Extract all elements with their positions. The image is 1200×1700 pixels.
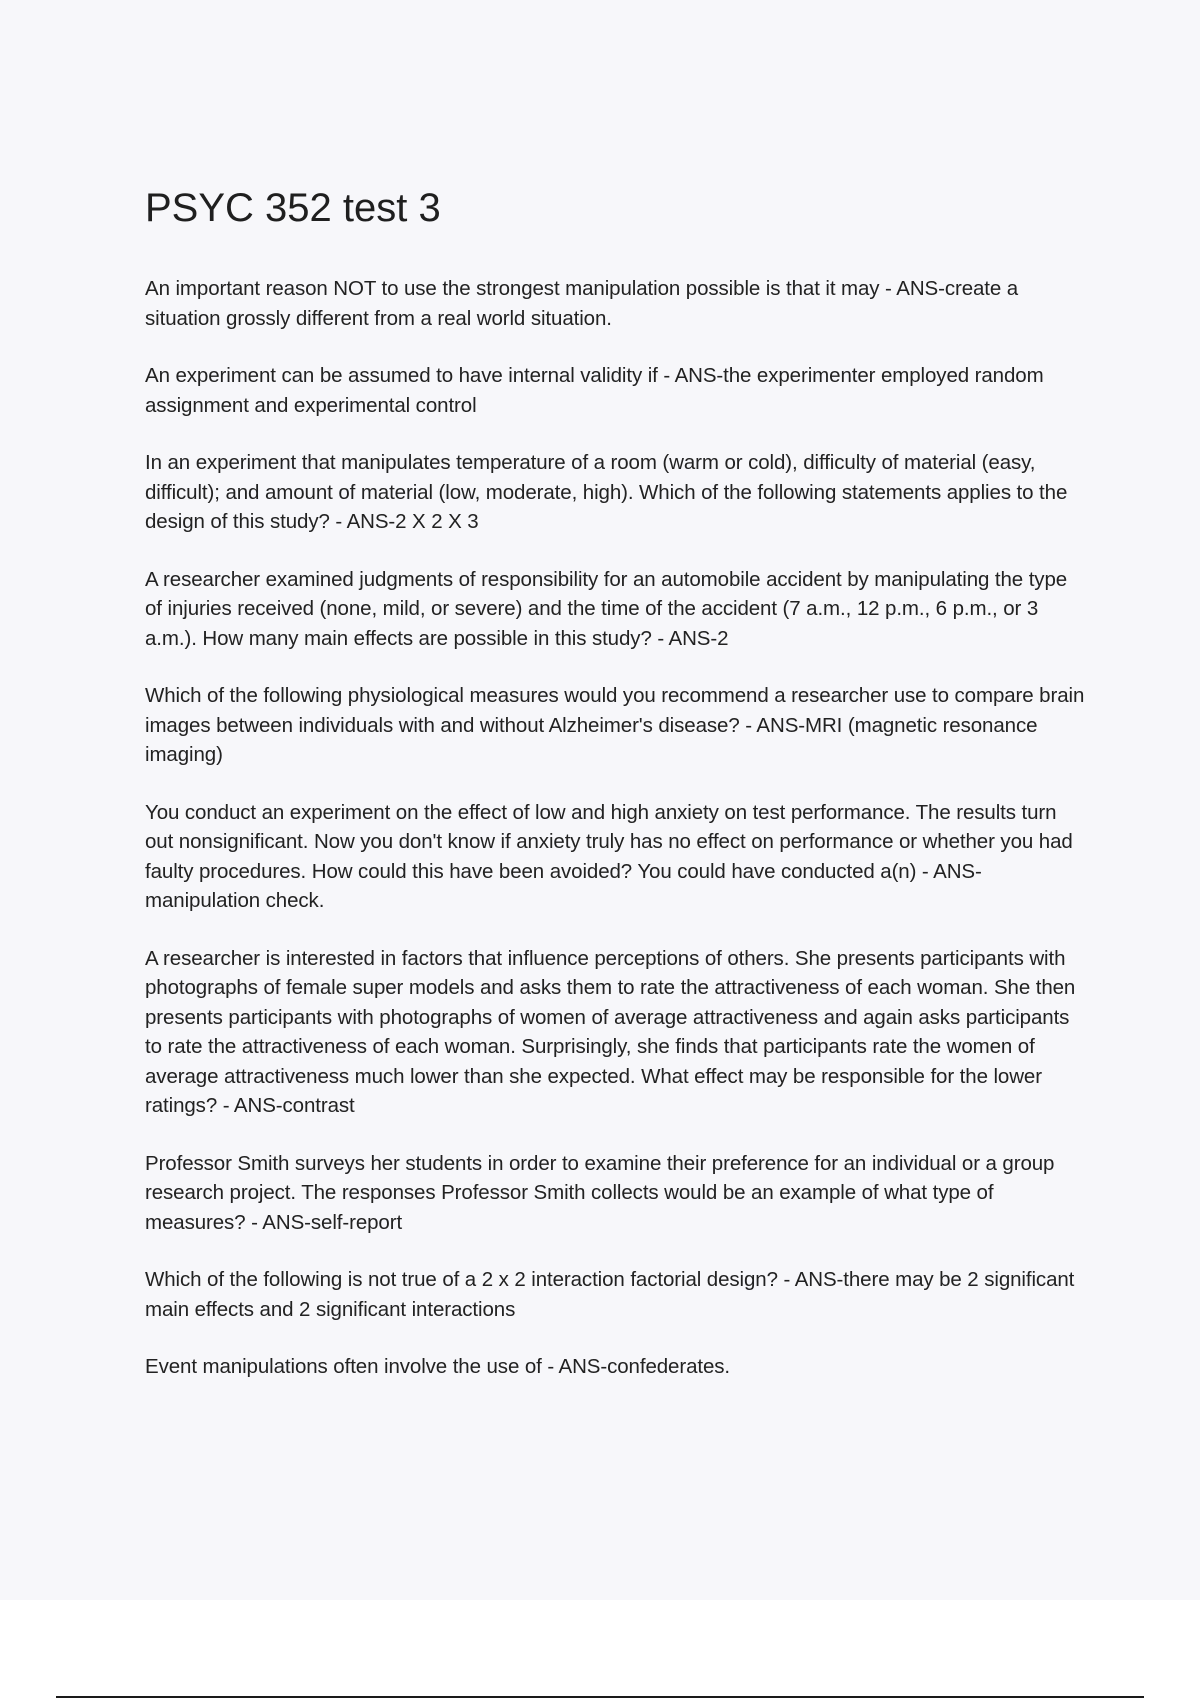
document-content [145, 182, 1085, 1410]
page-title: PSYC 352 test 3 [145, 186, 441, 230]
qa-item: A researcher examined judgments of responsibility for an automobile accident by manipulating the type of injuries received (none, mild, or severe) and the time of the accident (7 a.m., 12 p.m., 6 p.m., or 3 a.m.). How many main effects are possible in this study? - ANS-2 [145, 567, 1068, 650]
qa-item: A researcher is interested in factors that influence perceptions of others. She presents participants with photographs of female super models and asks them to rate the attractiveness of each woman. She then presents participants with photographs of women of average attractiveness and again asks participants to rate the attractiveness of each woman. Surprisingly, she finds that participants rate the women of average attractiveness much lower than she expected. What effect may be responsible for the lower ratings? - ANS-contrast [145, 946, 1076, 1117]
qa-item: You conduct an experiment on the effect of low and high anxiety on test performance. The results turn out nonsignificant. Now you don't know if anxiety truly has no effect on performance or whether you had faulty procedures. How could this have been avoided? You could have conducted a(n) - ANS-manipulation check. [145, 800, 1073, 912]
qa-item: In an experiment that manipulates temperature of a room (warm or cold), difficulty of material (easy, difficult); and amount of material (low, moderate, high). Which of the following statements applies to the design of this study? - ANS-2 X 2 X 3 [145, 451, 1068, 533]
qa-item: Which of the following is not true of a 2 x 2 interaction factorial design? - ANS-there may be 2 significant main effects and 2 significant interactions [145, 1268, 1075, 1321]
qa-item: Professor Smith surveys her students in order to examine their preference for an individual or a group research project. The responses Professor Smith collects would be an example of what type of measures? - ANS-self-report [145, 1151, 1055, 1234]
qa-item: An important reason NOT to use the strongest manipulation possible is that it may - ANS-create a situation grossly different from a real world situation. [145, 277, 1019, 330]
qa-item: Event manipulations often involve the use of - ANS-confederates. [145, 1355, 731, 1378]
qa-item: Which of the following physiological measures would you recommend a researcher use to compare brain images between individuals with and without Alzheimer's disease? - ANS-MRI (magnetic resonance imaging) [145, 684, 1085, 766]
page-bottom-divider [56, 1696, 1144, 1698]
qa-item: An experiment can be assumed to have internal validity if - ANS-the experimenter employed random assignment and experimental control [145, 364, 1044, 417]
